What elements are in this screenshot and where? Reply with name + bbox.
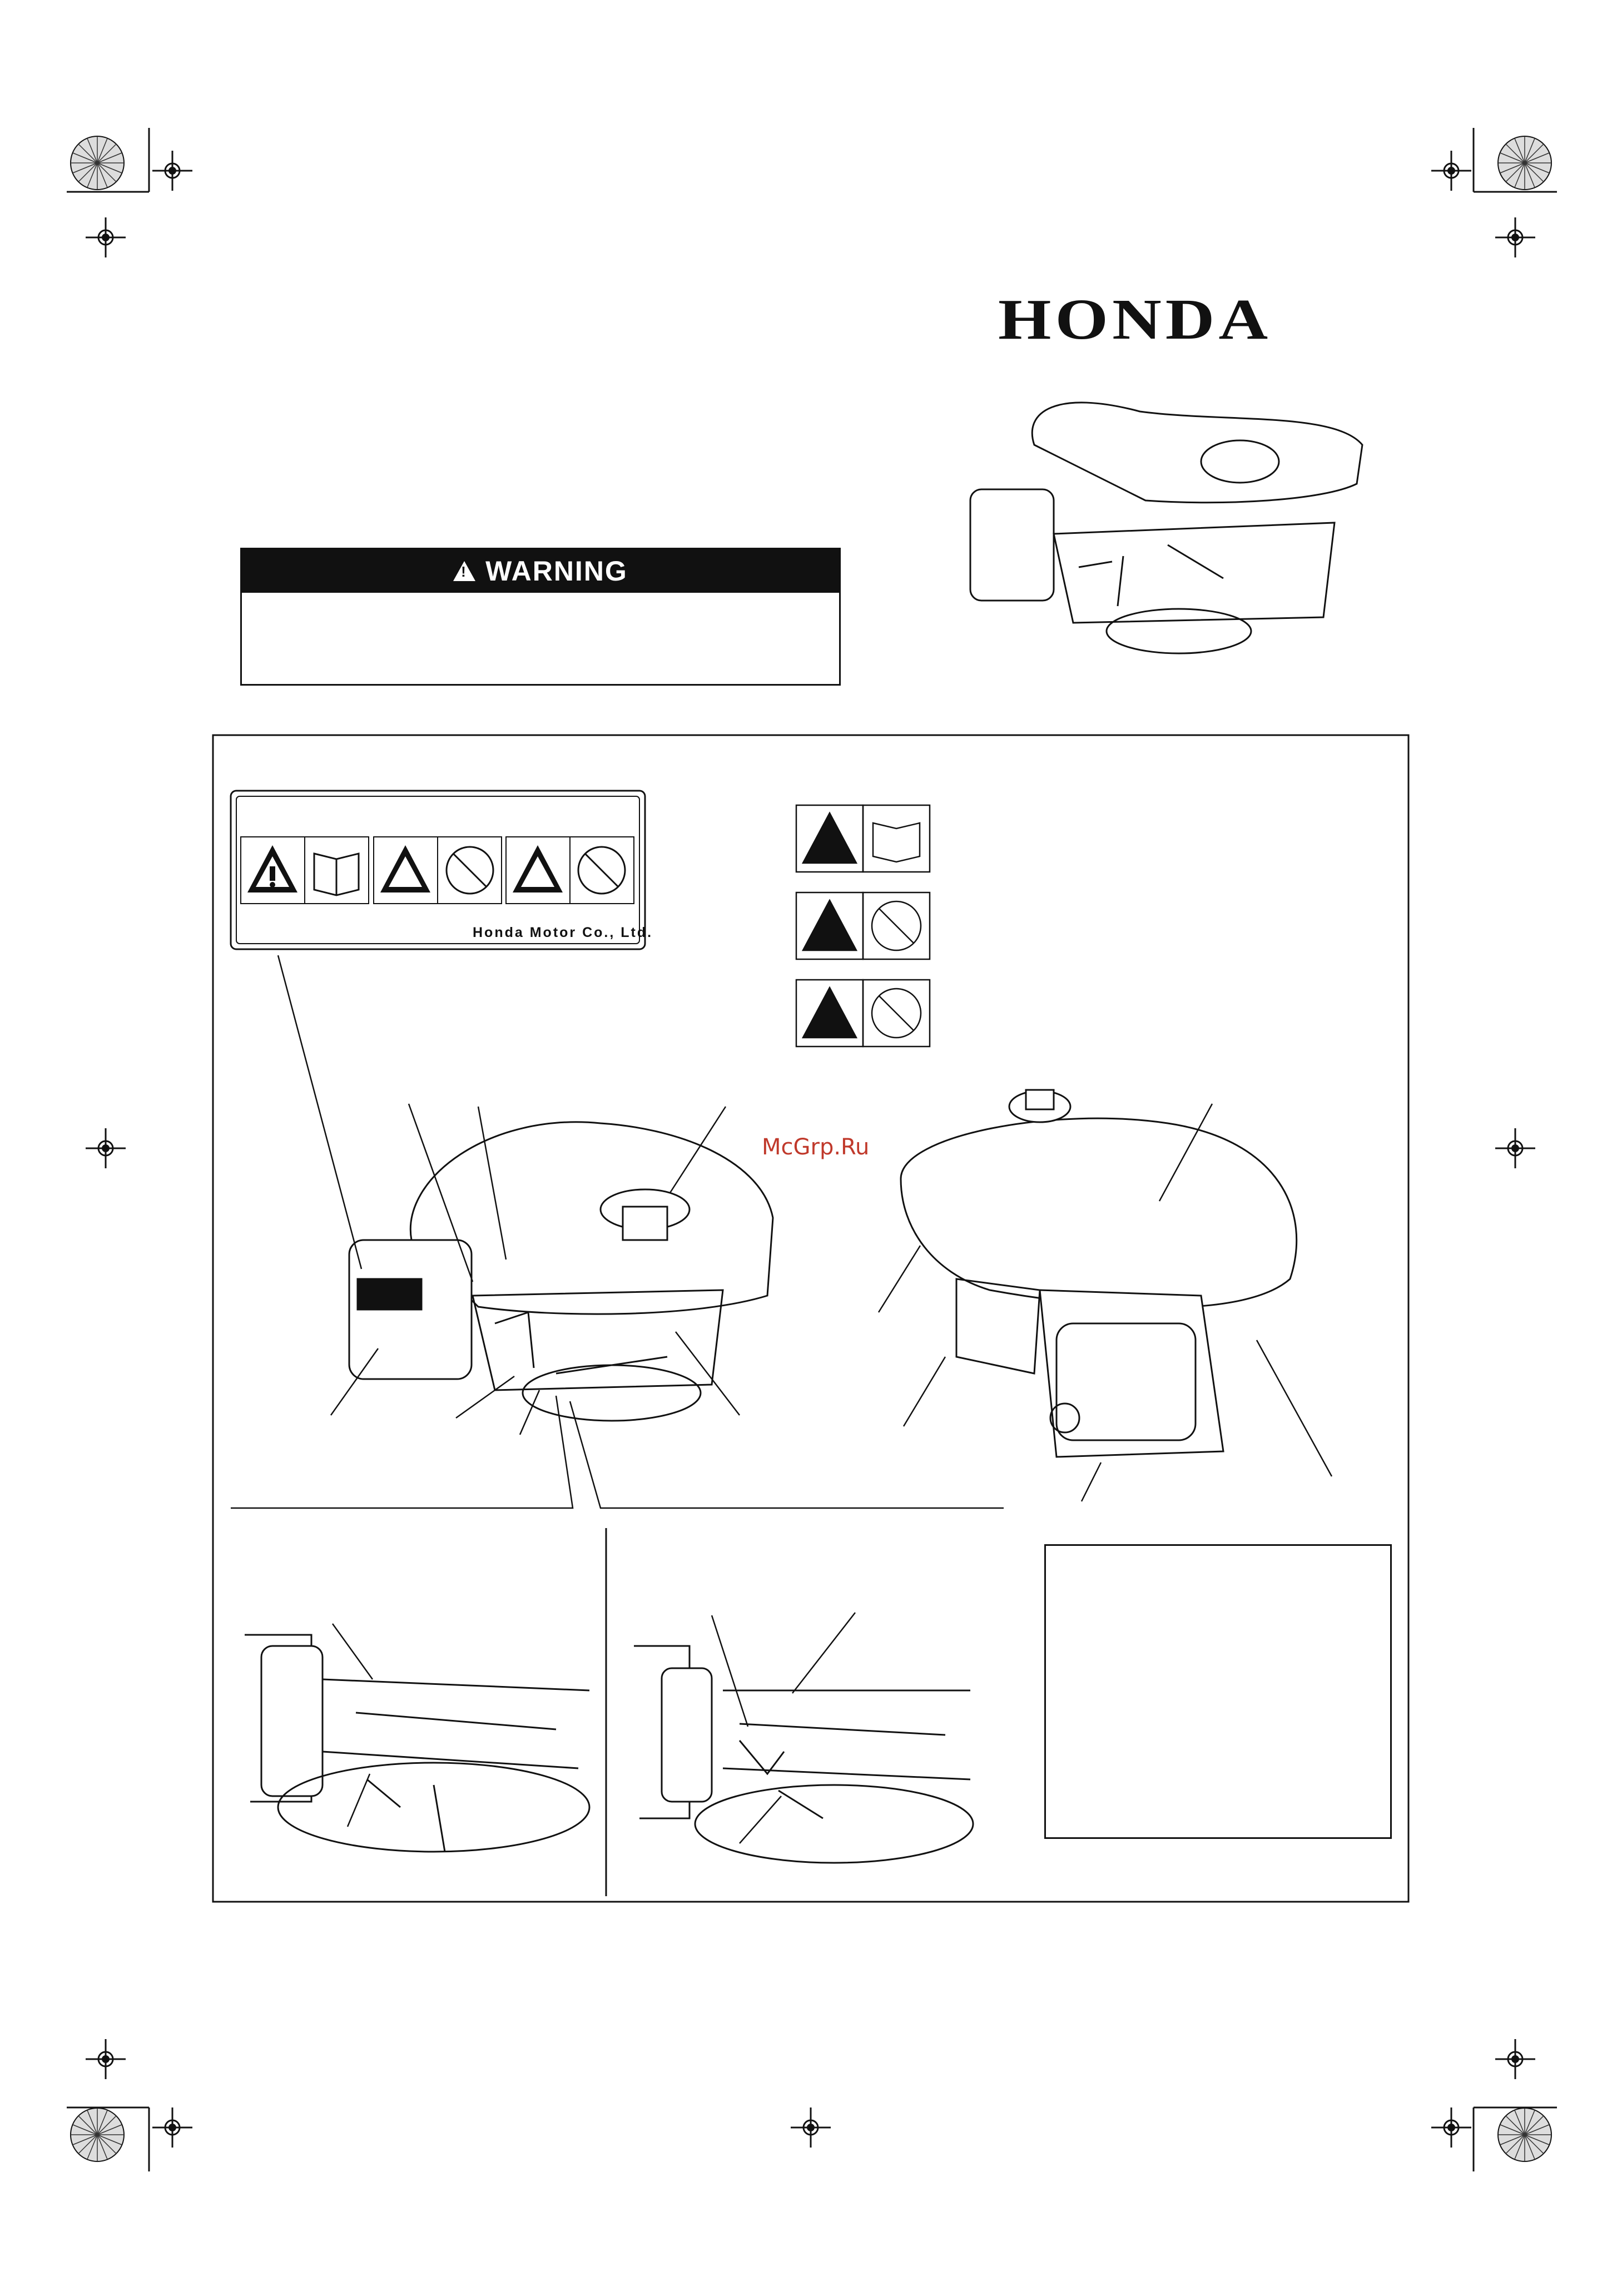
fire-hazard-icon [803, 988, 856, 1038]
watermark-text: McGrp.Ru [762, 1134, 870, 1160]
registration-mark-icon [86, 2039, 126, 2079]
registration-mark-icon [152, 2107, 192, 2148]
warning-icon [803, 813, 856, 863]
engine-illustration-hero [970, 403, 1362, 653]
label-maker-text: Honda Motor Co., Ltd. [473, 925, 653, 940]
registration-mark-icon [86, 217, 126, 257]
registration-mark-icon [86, 1128, 126, 1168]
warning-title: WARNING [485, 556, 628, 587]
detail-view-right [634, 1613, 973, 1863]
registration-mark-icon [1495, 2039, 1535, 2079]
color-bar-icon [71, 136, 124, 190]
registration-mark-icon [1495, 1128, 1535, 1168]
color-bar-icon [1498, 136, 1551, 190]
toxic-fumes-icon [803, 900, 856, 950]
warning-header [242, 549, 839, 593]
no-indoor-icon [872, 901, 921, 950]
color-bar-icon [71, 2108, 124, 2161]
warning-triangle-icon [453, 561, 475, 581]
color-bar-icon [1498, 2108, 1551, 2161]
registration-mark-icon [1431, 151, 1471, 191]
read-manual-icon [873, 823, 920, 862]
engine-illustration-left [231, 955, 1004, 1508]
warning-box [240, 548, 841, 686]
info-box [1044, 1544, 1392, 1839]
symbol-legend [796, 805, 930, 1047]
registration-mark-icon [791, 2107, 831, 2148]
registration-mark-icon [1495, 217, 1535, 257]
registration-mark-icon [1431, 2107, 1471, 2148]
brand-logo: HONDA [998, 287, 1272, 351]
engine-illustration-right [879, 1090, 1332, 1501]
detail-view-left [245, 1624, 589, 1852]
no-refuel-running-icon [872, 989, 921, 1038]
registration-mark-icon [152, 151, 192, 191]
